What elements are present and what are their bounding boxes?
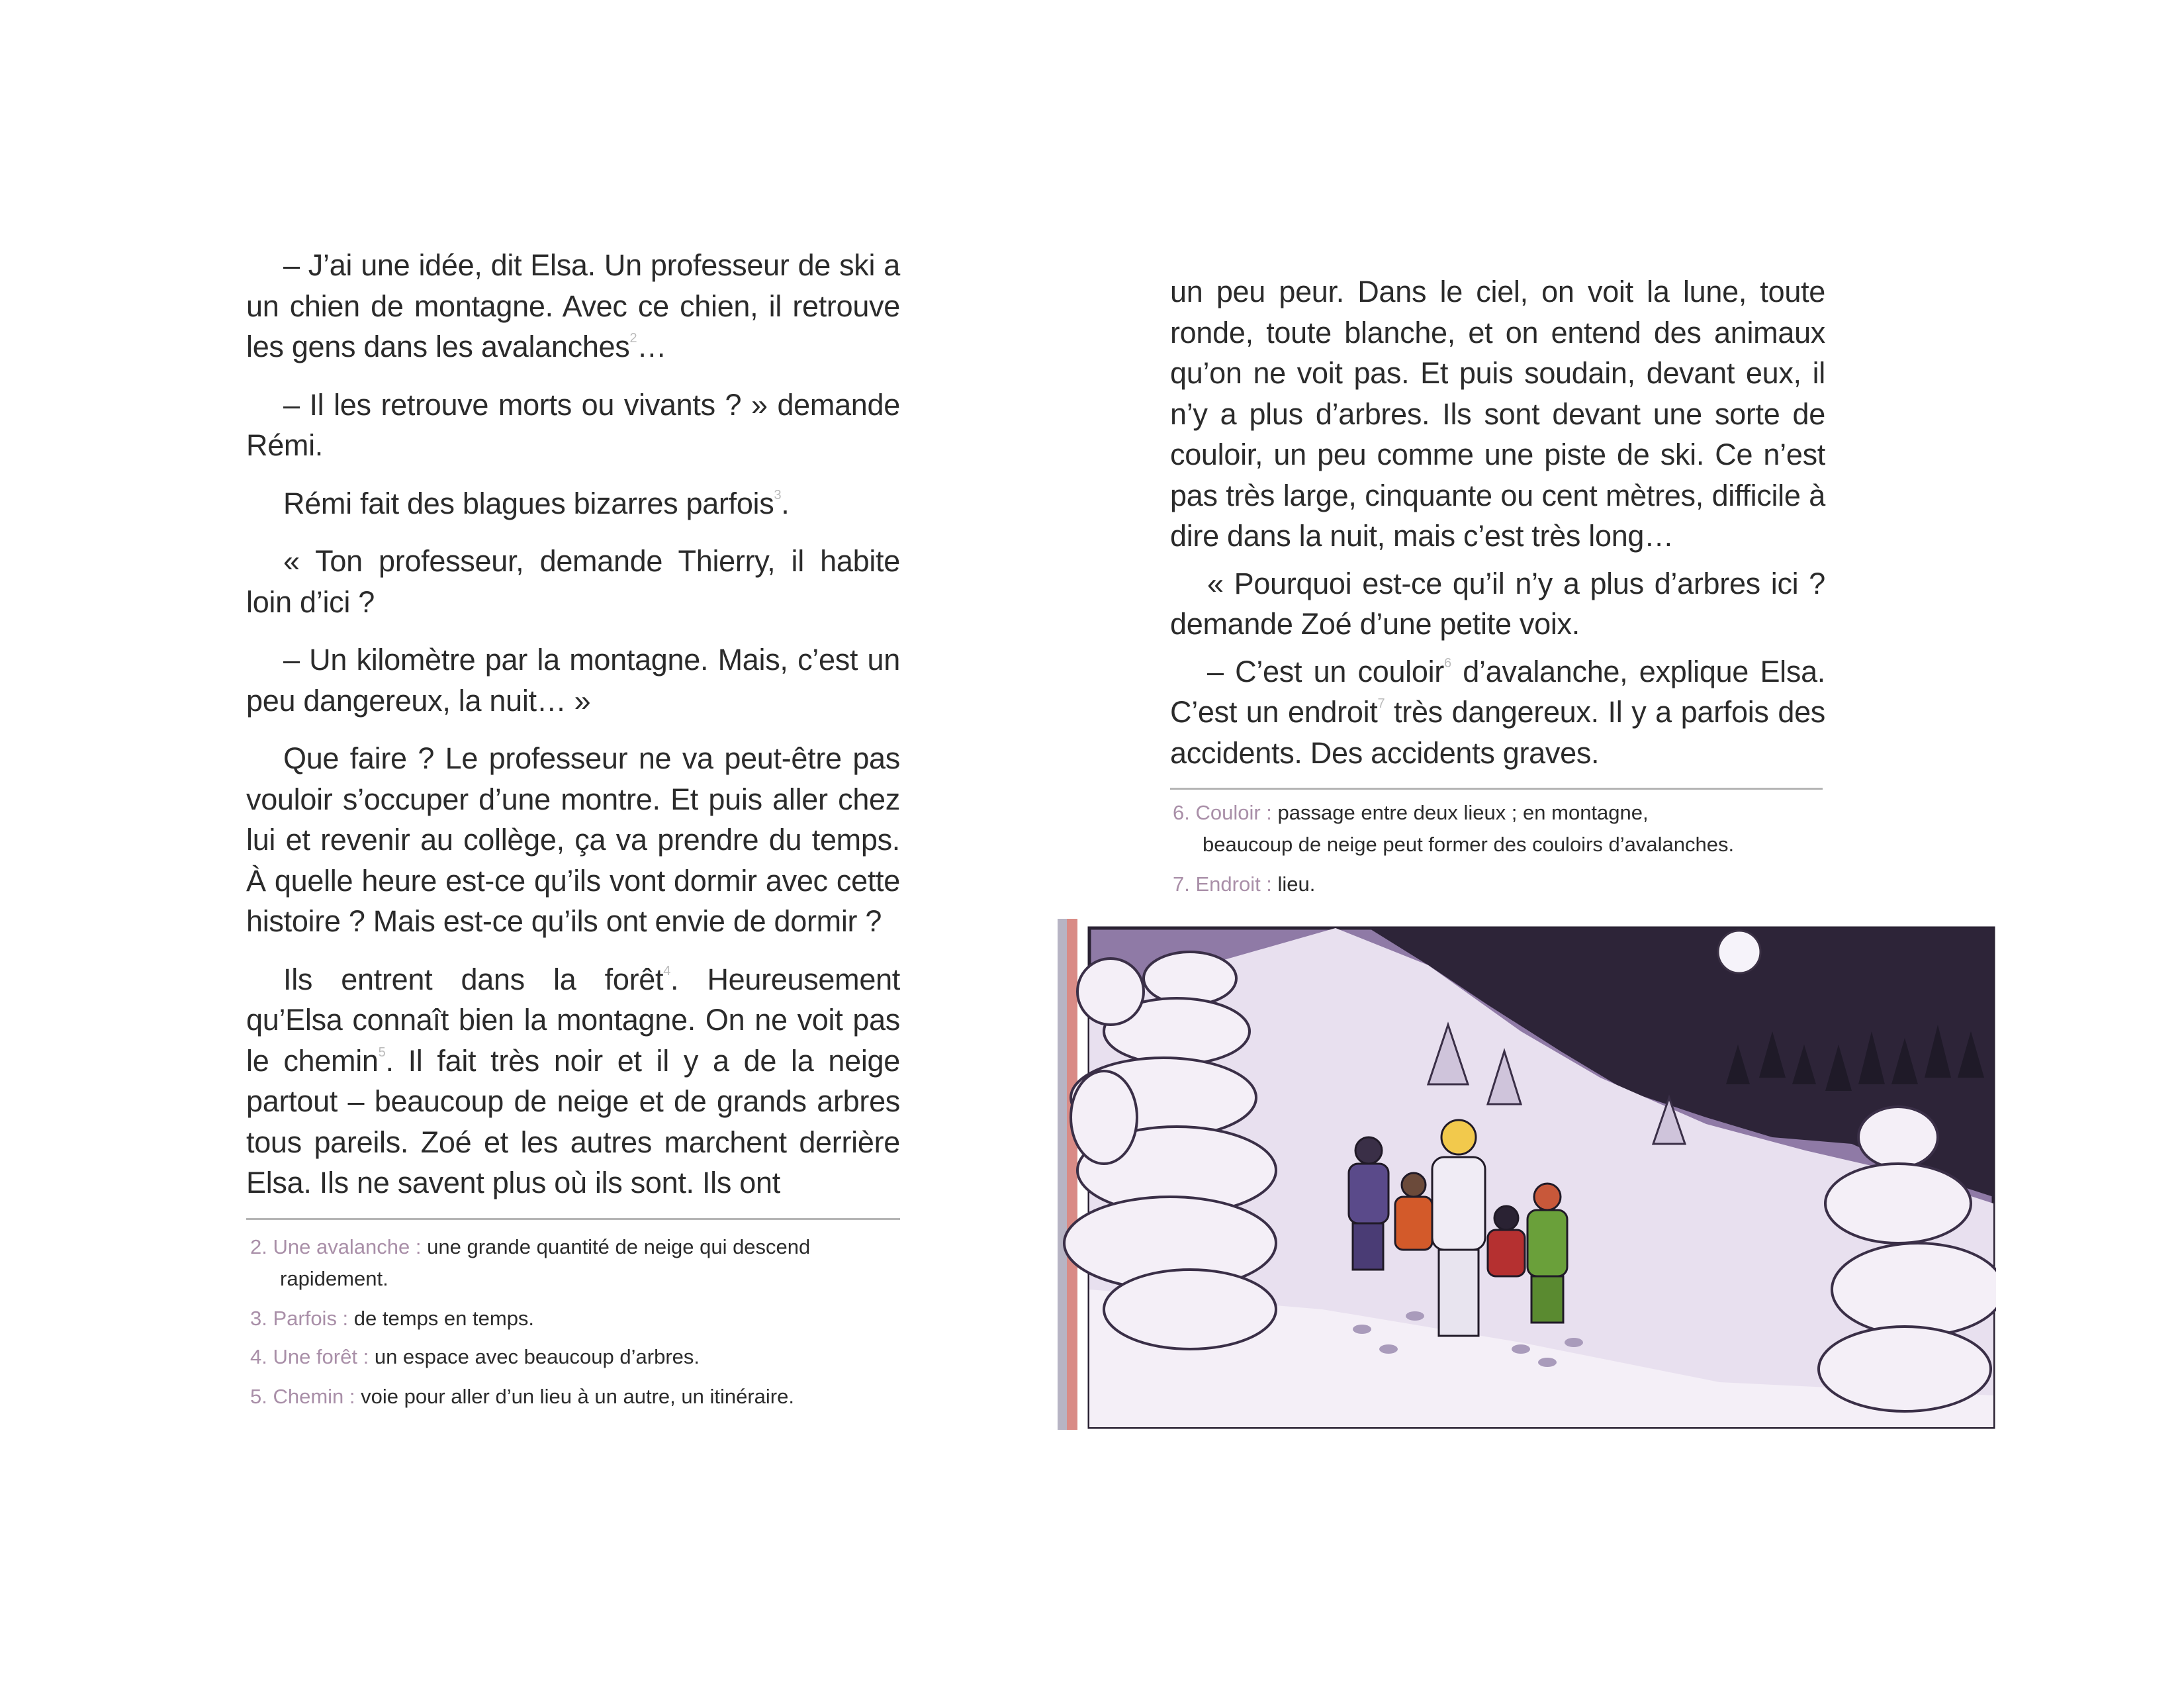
footnote-ref: 3 [774, 487, 782, 502]
footnote: 7. Endroit : lieu. [1173, 872, 1316, 896]
footnote: 6. Couloir : passage entre deux lieux ; en montagne, beaucoup de neige peut former des couloirs d’avalanches. [1173, 801, 1735, 856]
footnote: 4. Une forêt : un espace avec beaucoup d’arbres. [250, 1345, 700, 1368]
footnote-divider [246, 1218, 900, 1220]
footnote-ref: 7 [1377, 696, 1385, 711]
paragraph: « Ton professeur, demande Thierry, il habite loin d’ici ? [246, 544, 900, 619]
footnote: 5. Chemin : voie pour aller d’un lieu à un autre, un itinéraire. [250, 1385, 794, 1408]
paragraph: – Il les retrouve morts ou vivants ? » demande Rémi. [246, 387, 900, 462]
footnote: 2. Une avalanche : une grande quantité de neige qui descend rapidement. [250, 1235, 811, 1290]
footnote-ref: 5 [378, 1045, 386, 1060]
paragraph: Ils entrent dans la forêt$^4$. Heureusement qu’Elsa connaît bien la montagne. On ne voit pas le chemin$^5$. Il fait très noir et il y a de la neige partout – beaucoup de neige et de grands arbres tous pareils. Zoé et les autres marchent derrière Elsa. Ils ne savent plus où ils sont. Ils ont [246, 962, 901, 1199]
paragraph: – C’est un couloir$^6$ d’avalanche, explique Elsa. C’est un endroit$^7$ très dangereux. Il y a parfois des accidents. Des accidents graves. [1170, 654, 1826, 770]
footnote-ref: 6 [1444, 655, 1451, 671]
footnote: 3. Parfois : de temps en temps. [250, 1307, 535, 1330]
paragraph: Que faire ? Le professeur ne va peut-être pas vouloir s’occuper d’une montre. Et puis aller chez lui et revenir au collège, ça va prendre du temps. À quelle heure est-ce qu’ils vont dormir avec cette histoire ? Mais est-ce qu’ils ont envie de dormir ? [246, 741, 900, 938]
paragraph: un peu peur. Dans le ciel, on voit la lune, toute ronde, toute blanche, et on entend des animaux qu’on ne voit pas. Et puis soudain, devant eux, il n’y a plus d’arbres. Ils sont devant une sorte de couloir, un peu comme une piste de ski. Ce n’est pas très large, cinquante ou cent mètres, difficile à dire dans la nuit, mais c’est très long… [1170, 275, 1825, 553]
footnote-ref: 4 [663, 963, 671, 978]
paragraph: « Pourquoi est-ce qu’il n’y a plus d’arbres ici ? demande Zoé d’une petite voix. [1170, 566, 1825, 641]
paragraph: Rémi fait des blagues bizarres parfois$^3$. [283, 486, 790, 520]
right-page-text [1170, 271, 1825, 773]
left-page-text [246, 245, 900, 1203]
illustration-snowy-forest [1058, 919, 1996, 1430]
paragraph: – Un kilomètre par la montagne. Mais, c’est un peu dangereux, la nuit… » [246, 643, 900, 718]
footnote-ref: 2 [629, 331, 637, 346]
footnote-divider [1170, 788, 1823, 790]
paragraph: – J’ai une idée, dit Elsa. Un professeur de ski a un chien de montagne. Avec ce chien, il retrouve les gens dans les avalanches$^2$… [246, 248, 900, 363]
